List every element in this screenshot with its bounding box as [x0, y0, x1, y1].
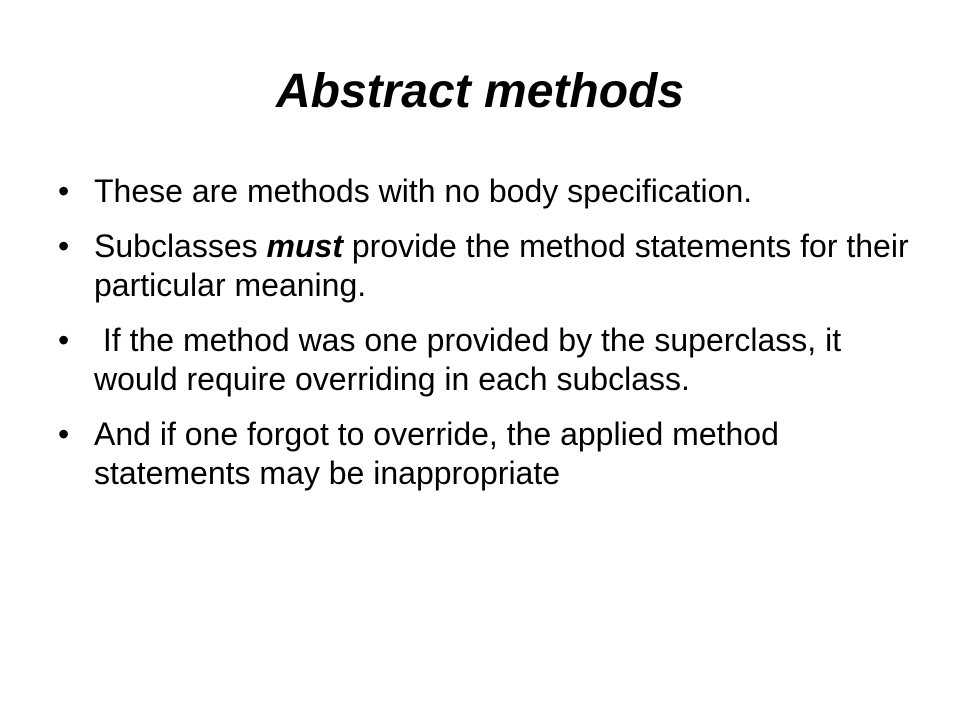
emphasized-word: must [266, 228, 343, 264]
bullet-marker: • [58, 173, 70, 209]
bullet-text: These are methods with no body specification. [94, 173, 753, 209]
bullet-text-after: provide the method statements for their particular meaning. [94, 228, 918, 303]
bullet-item [52, 321, 912, 399]
bullet-item [52, 172, 912, 211]
bullet-marker: • [58, 322, 70, 358]
bullet-text-before: Subclasses [94, 228, 267, 264]
bullet-item [52, 415, 912, 493]
bullet-text: And if one forgot to override, the applied method statements may be inappropriate [94, 416, 788, 491]
bullet-list [52, 172, 918, 509]
bullet-text [94, 228, 918, 303]
bullet-text: If the method was one provided by the superclass, it would require overriding in each subclass. [94, 322, 850, 397]
bullet-item [52, 227, 918, 305]
bullet-marker: • [58, 416, 70, 452]
slide-title: Abstract methods [275, 65, 685, 118]
bullet-marker: • [58, 228, 70, 264]
